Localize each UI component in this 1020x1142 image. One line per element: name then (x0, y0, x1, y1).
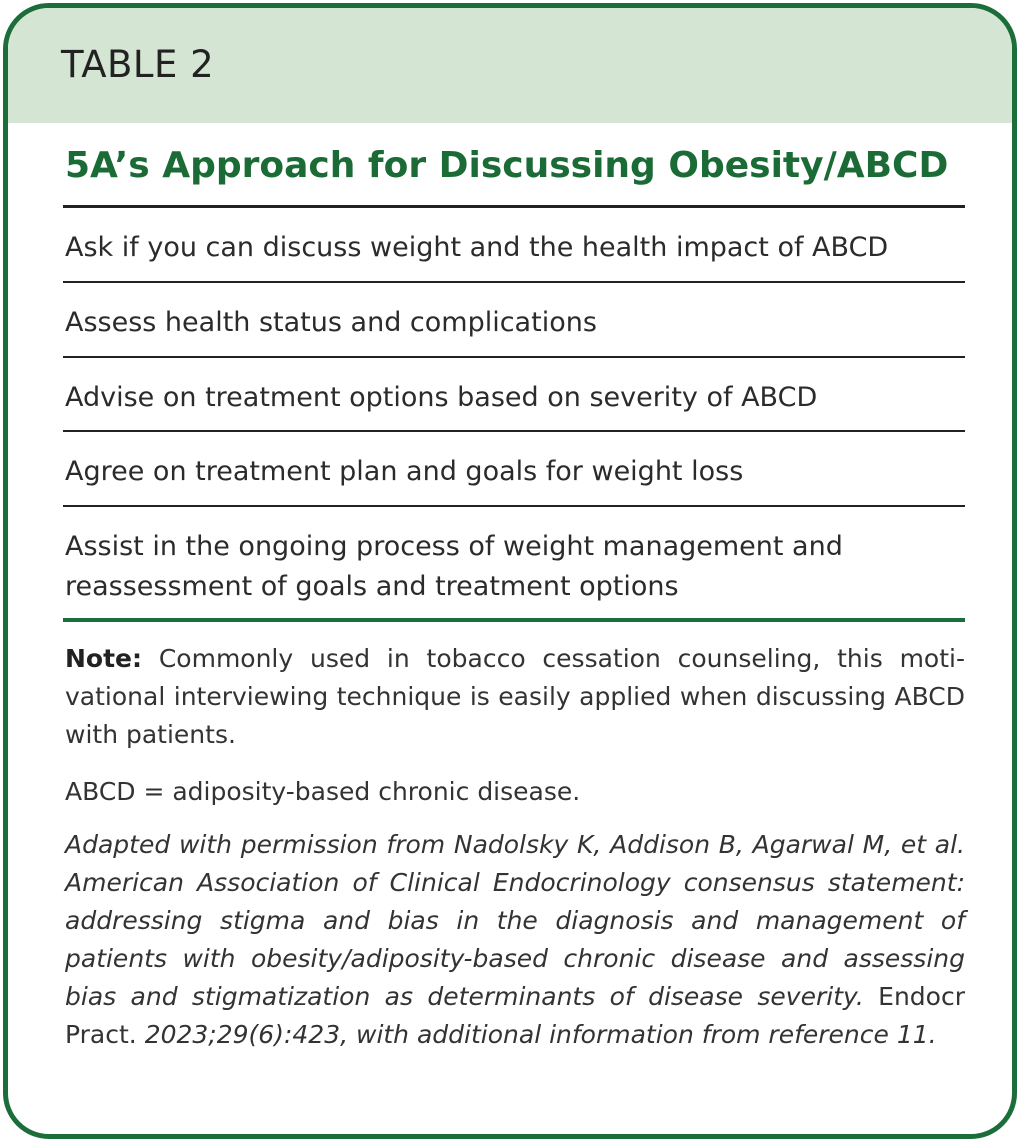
source-text-part2: 2023;29(6):423, with additional information from reference 11. (144, 1020, 937, 1049)
row-divider (63, 505, 965, 507)
table-card (3, 3, 1017, 1139)
table-header (8, 8, 1012, 123)
table-row-assess: Assess health status and complications (65, 307, 597, 338)
source-journal: Endocr Pract. (65, 982, 965, 1049)
note-text: Commonly used in tobacco cessation counseling, this motivational interviewing technique is easily applied when discussing ABCD with patients. (65, 644, 965, 749)
table-row-advise: Advise on treatment options based on severity of ABCD (65, 382, 818, 413)
table-note (65, 640, 965, 754)
table-row-assist: Assist in the ongoing process of weight management and reassessment of goals and treatment options (65, 531, 843, 602)
row-divider (63, 356, 965, 358)
source-citation (65, 826, 965, 1054)
table-row-ask: Ask if you can discuss weight and the health impact of ABCD (65, 232, 889, 263)
abbreviation-note: ABCD = adiposity-based chronic disease. (65, 777, 581, 806)
table-row-agree: Agree on treatment plan and goals for weight loss (65, 456, 744, 487)
table-label: TABLE 2 (61, 43, 215, 86)
source-text-part1: Adapted with permission from Nadolsky K, Addison B, Agarwal M, et al. American Association of Clinical Endocrinology consensus statement: addressing stigma and bias in the diagnosis and management of patients with obesity/adiposity-based chronic disease and assessing bias and stigmatization as determinants of disease severity. (65, 830, 965, 1011)
table-title: 5A’s Approach for Discussing Obesity/ABCD (65, 145, 949, 186)
title-rule (63, 205, 965, 208)
note-label: Note: (65, 644, 143, 673)
table-end-rule (63, 618, 965, 622)
row-divider (63, 430, 965, 432)
row-divider (63, 281, 965, 283)
